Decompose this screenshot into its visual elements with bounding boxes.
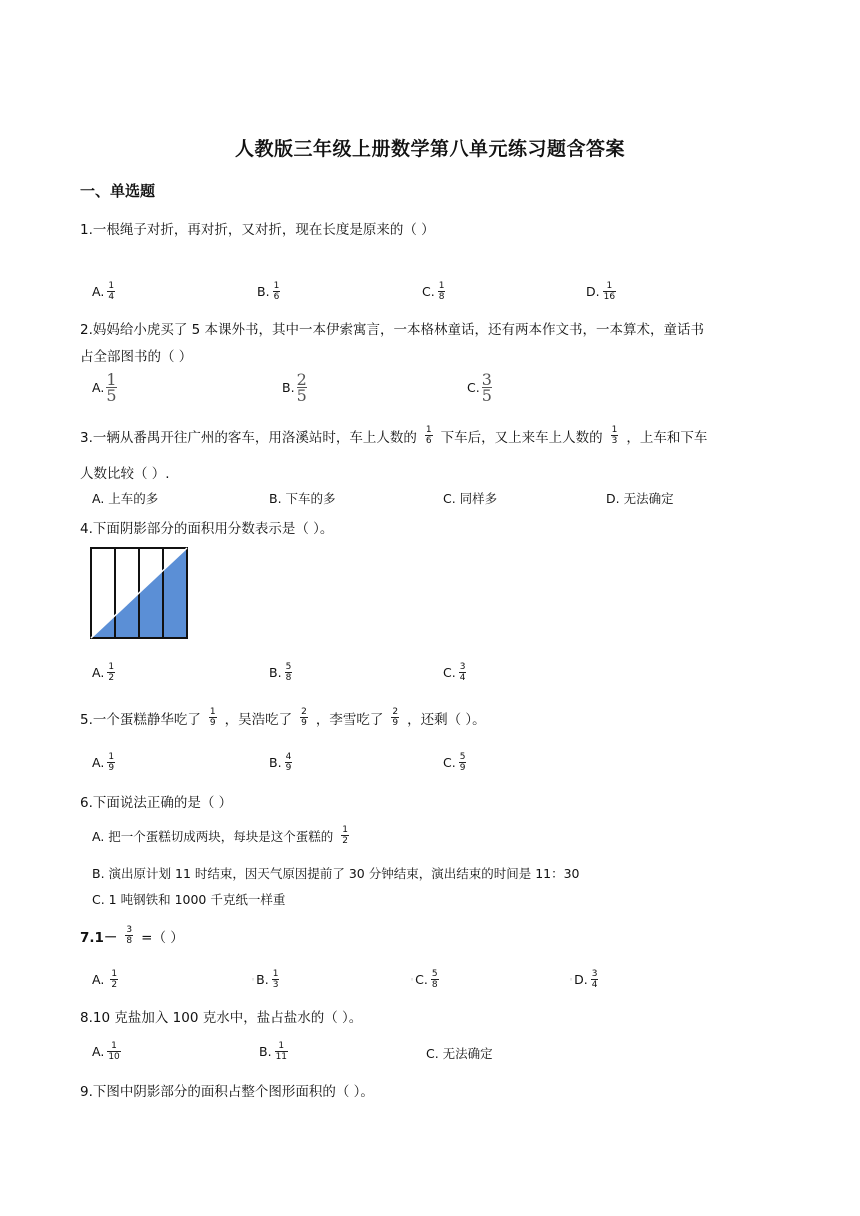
option-label: C. xyxy=(415,972,428,987)
fraction: $\frac{1}{3}$ xyxy=(611,425,618,446)
option-label: A. xyxy=(92,380,105,395)
fraction: $\frac{5}{8}$ xyxy=(285,662,292,683)
q3-option-a[interactable]: A. 上车的多 xyxy=(92,491,159,506)
option-label: A. xyxy=(92,284,105,299)
fraction: $\frac{3}{4}$ xyxy=(591,969,598,990)
question-5 xyxy=(80,707,486,728)
fraction: $\frac{1}{8}$ xyxy=(438,281,445,302)
bullet-dot: ◦ xyxy=(251,975,256,984)
question-1: 1.一根绳子对折，再对折，又对折，现在长度是原来的（ ） xyxy=(80,222,435,238)
q1-option-c[interactable] xyxy=(422,281,448,302)
q3-option-b[interactable]: B. 下车的多 xyxy=(269,491,336,506)
q1-option-b[interactable] xyxy=(257,281,283,302)
q2-option-b[interactable] xyxy=(282,372,307,403)
q6-option-c[interactable]: C. 1 吨钢铁和 1000 千克纸一样重 xyxy=(92,892,286,907)
question-text: 5.一个蛋糕静华吃了 xyxy=(80,711,201,728)
option-label: A. xyxy=(92,972,105,987)
question-text: ，李雪吃了 xyxy=(315,711,384,728)
q8-option-b[interactable] xyxy=(259,1041,291,1062)
option-label: C. xyxy=(443,665,456,680)
question-text: 3.一辆从番禺开往广州的客车，用洛溪站时，车上人数的 xyxy=(80,429,417,446)
fraction: $\frac{1}{3}$ xyxy=(272,969,279,990)
option-label: B. xyxy=(259,1044,272,1059)
question-text: 下车后，又上来车上人数的 xyxy=(440,429,603,446)
q7-option-d[interactable] xyxy=(569,969,601,990)
page-title: 人教版三年级上册数学第八单元练习题含答案 xyxy=(234,138,625,160)
q6-option-a[interactable] xyxy=(92,825,352,846)
fraction: $\frac{2}{9}$ xyxy=(301,707,307,728)
option-label: A. xyxy=(92,665,105,680)
q7-option-c[interactable] xyxy=(410,969,442,990)
question-text: ，上车和下车 xyxy=(626,429,708,446)
option-label: B. xyxy=(282,380,295,395)
fraction: 2 5 xyxy=(296,370,307,405)
q1-option-a[interactable] xyxy=(92,281,118,302)
fraction: $\frac{5}{9}$ xyxy=(459,752,466,773)
fraction: $\frac{3}{4}$ xyxy=(459,662,466,683)
option-text: A. 把一个蛋糕切成两块，每块是这个蛋糕的 xyxy=(92,828,334,844)
fraction: $\frac{1}{2}$ xyxy=(342,825,349,846)
question-text: 7.1－ xyxy=(80,929,118,946)
question-2-line-2: 占全部图书的（ ） xyxy=(80,349,193,365)
fraction: $\frac{1}{11}$ xyxy=(275,1041,288,1062)
q8-option-a[interactable] xyxy=(92,1041,124,1062)
fraction: $\frac{4}{9}$ xyxy=(285,752,292,773)
q2-option-a[interactable] xyxy=(92,372,117,403)
fraction: $\frac{1}{6}$ xyxy=(425,425,432,446)
option-label: D. xyxy=(574,972,588,987)
q5-option-a[interactable] xyxy=(92,752,118,773)
option-label: B. xyxy=(269,755,282,770)
fraction: $\frac{1}{2}$ xyxy=(108,662,115,683)
q3-option-c[interactable]: C. 同样多 xyxy=(443,491,498,506)
fraction: $\frac{2}{9}$ xyxy=(392,707,399,728)
section-heading: 一、单选题 xyxy=(80,182,156,200)
option-label: C. xyxy=(422,284,435,299)
q6-option-b[interactable]: B. 演出原计划 11 时结束，因天气原因提前了 30 分钟结束，演出结束的时间是 11：30 xyxy=(92,866,580,881)
q2-option-c[interactable] xyxy=(467,372,492,403)
q5-option-c[interactable] xyxy=(443,752,469,773)
fraction: $\frac{1}{9}$ xyxy=(209,707,216,728)
option-label: B. xyxy=(256,972,269,987)
fraction: $\frac{3}{8}$ xyxy=(126,925,133,946)
question-text: ，吴浩吃了 xyxy=(224,711,293,728)
option-label: B. xyxy=(269,665,282,680)
question-3-line-1 xyxy=(80,425,707,446)
question-4: 4.下面阴影部分的面积用分数表示是（ ）。 xyxy=(80,521,334,537)
q5-option-b[interactable] xyxy=(269,752,295,773)
question-7 xyxy=(80,925,184,946)
question-6: 6.下面说法正确的是（ ） xyxy=(80,795,233,811)
shaded-rectangle-figure xyxy=(90,547,188,639)
question-3-line-2: 人数比较（ ）. xyxy=(80,466,170,482)
q4-option-c[interactable] xyxy=(443,662,469,683)
option-label: C. xyxy=(467,380,480,395)
fraction: $\frac{1}{10}$ xyxy=(108,1041,120,1062)
option-label: B. xyxy=(257,284,270,299)
question-8: 8.10 克盐加入 100 克水中，盐占盐水的（ ）。 xyxy=(80,1010,363,1026)
bullet-dot: ◦ xyxy=(569,975,574,984)
fraction: $\frac{5}{8}$ xyxy=(431,969,438,990)
q7-option-b[interactable] xyxy=(251,969,282,990)
question-text: ，还剩（ ）。 xyxy=(407,711,486,728)
fraction: $\frac{1}{2}$ xyxy=(111,969,118,990)
option-label: A. xyxy=(92,755,105,770)
question-9: 9.下图中阴影部分的面积占整个图形面积的（ ）。 xyxy=(80,1084,374,1100)
bullet-dot: ◦ xyxy=(410,975,415,984)
option-label: A. xyxy=(92,1044,105,1059)
fraction: $\frac{1}{16}$ xyxy=(603,281,616,302)
question-text: =（ ） xyxy=(141,929,184,946)
fraction: $\frac{1}{9}$ xyxy=(108,752,115,773)
q1-option-d[interactable] xyxy=(586,281,619,302)
q3-option-d[interactable]: D. 无法确定 xyxy=(606,491,674,506)
q7-option-a[interactable] xyxy=(92,969,121,990)
fraction: $\frac{1}{6}$ xyxy=(273,281,280,302)
fraction: 3 5 xyxy=(481,370,492,405)
q4-option-a[interactable] xyxy=(92,662,118,683)
option-label: C. xyxy=(443,755,456,770)
fraction: 1 5 xyxy=(106,370,117,405)
q4-option-b[interactable] xyxy=(269,662,295,683)
option-label: D. xyxy=(586,284,600,299)
question-2-line-1: 2.妈妈给小虎买了 5 本课外书，其中一本伊索寓言，一本格林童话，还有两本作文书，一本算术，童话书 xyxy=(80,322,705,338)
q8-option-c[interactable]: C. 无法确定 xyxy=(426,1046,493,1061)
fraction: $\frac{1}{4}$ xyxy=(108,281,115,302)
